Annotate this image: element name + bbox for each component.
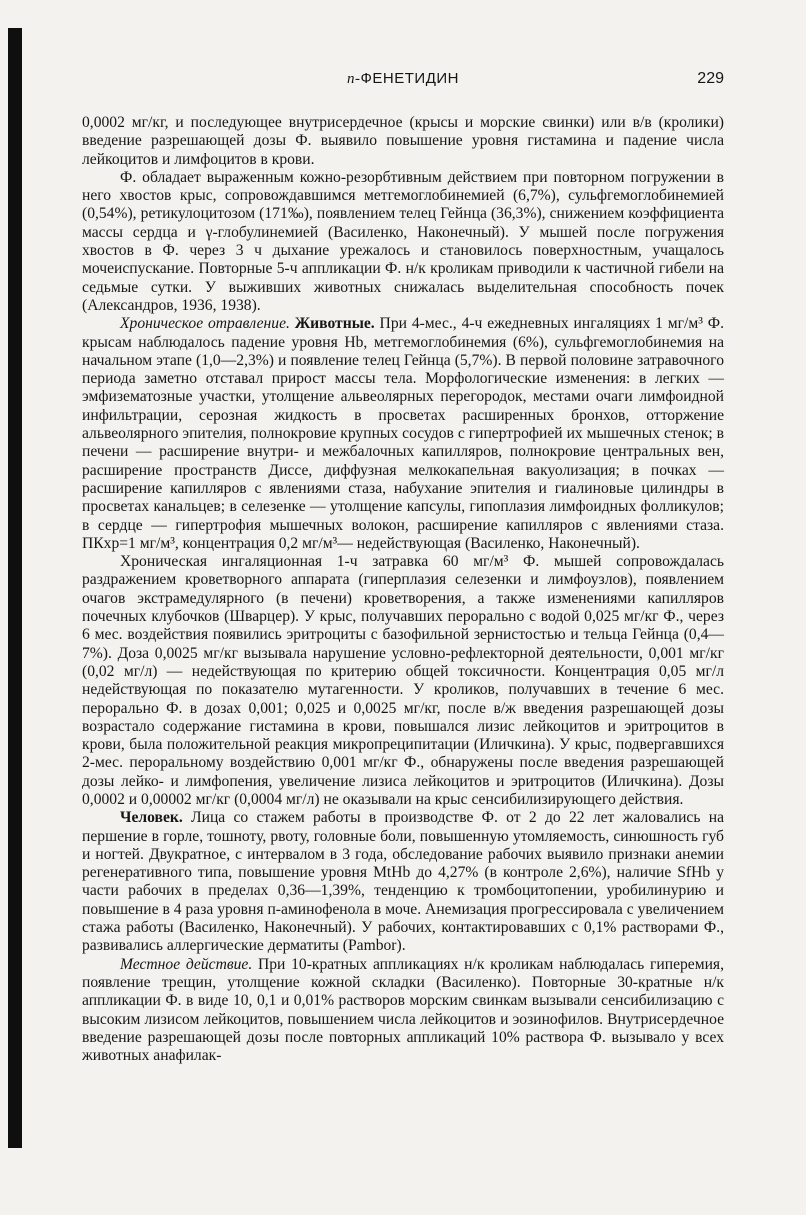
paragraph	[82, 809, 724, 955]
paragraph-text: При 4-мес., 4-ч ежедневных ингаляциях 1 мг/м³ Ф. крысам наблюдалось падение уровня Hb, метгемоглобинемия (6%), сульфгемоглобинемия на начальном этапе (1,0—2,3%) и появление телец Гейнца (5,7%). В первой половине затравочного периода заметно отставал прирост массы тела. Морфологические изменения: в легких — эмфизематозные участки, утолщение альвеолярных перегородок, местами очаги лимфоидной инфильтрации, серозная жидкость в просветах расширенных бронхов, отторжение альвеолярного эпителия, полнокровие крупных сосудов с гипертрофией их мышечных стенок; в печени — расширение внутри- и межбалочных капилляров, полнокровие центральных вен, расширение пространств Диссе, диффузная мелкокапельная вакуолизация; в почках — расширение капилляров с явлениями стаза, набухание эпителия и гиалиновые цилиндры в просветах канальцев; в селезенке — утолщение капсулы, гипоплазия лимфоидных фолликулов; в сердце — гипертрофия мышечных волокон, расширение капилляров с явлениями стаза. ПКхр=1 мг/м³, концентрация 0,2 мг/м³— недействующая (Василенко, Наконечный).	[82, 315, 724, 552]
paragraph-text: Хроническая ингаляционная 1-ч затравка 60 мг/м³ Ф. мышей сопровождалась раздражением кроветворного аппарата (гиперплазия селезенки и лимфоузлов), появлением очагов экстрамедулярного (в печени) кроветворения, а также изменениями капилляров почечных клубочков (Шварцер). У крыс, получавших перорально с водой 0,025 мг/кг Ф., через 6 мес. воздействия появились эритроциты с базофильной зернистостью и тельца Гейнца (0,4—7%). Доза 0,0025 мг/кг вызывала нарушение условно-рефлекторной деятельности, 0,001 мг/кг (0,02 мг/л) — недействующая по критерию общей токсичности. Концентрация 0,05 мг/л недействующая по показателю мутагенности. У кроликов, получавших в течение 6 мес. перорально Ф. в дозах 0,001; 0,025 и 0,0025 мг/кг, после в/ж введения разрешающей дозы возрастало содержание гистамина в крови, повышался лизис лейкоцитов и эритроцитов в крови, была положительной реакция микропреципитации (Иличкина). У крыс, подвергавшихся 2-мес. пероральному воздействию 0,001 мг/кг Ф., обнаружены после введения разрешающей дозы лейко- и лимфопения, увеличение лизиса лейкоцитов и эритроцитов (Иличкина). Дозы 0,0002 и 0,00002 мг/кг (0,0004 мг/л) не оказывали на крыс сенсибилизирующего действия.	[82, 553, 724, 808]
italic-heading: Хроническое отравление.	[120, 315, 290, 333]
paragraph	[82, 315, 724, 553]
italic-heading: Местное действие.	[120, 955, 253, 973]
running-title-main: ФЕНЕТИДИН	[360, 70, 459, 87]
paragraph-text: 0,0002 мг/кг, и последующее внутрисердечное (крысы и морские свинки) или в/в (кролики) введение разрешающей дозы Ф. выявило повышение уровня гистамина и падение числа лейкоцитов и лимфоцитов в крови.	[82, 114, 724, 168]
running-title	[82, 70, 724, 88]
paragraph	[82, 553, 724, 809]
running-header	[82, 70, 724, 100]
bold-heading: Человек.	[120, 809, 183, 827]
book-spine-shadow	[8, 28, 22, 1148]
body-text	[82, 114, 724, 1065]
running-title-prefix: п-	[347, 71, 361, 87]
bold-heading: Животные.	[294, 315, 375, 333]
paragraph	[82, 956, 724, 1066]
paragraph-text: Лица со стажем работы в производстве Ф. от 2 до 22 лет жаловались на першение в горле, тошноту, рвоту, головные боли, повышенную утомляемость, синюшность губ и ногтей. Двукратное, с интервалом в 3 года, обследование рабочих выявило признаки анемии регенеративного типа, повышение уровня MtHb до 4,27% (в контроле 2,6%), наличие SfHb у части рабочих в пределах 0,36—1,39%, тенденцию к тромбоцитопении, уробилинурию и повышение в 4 раза уровня п-аминофенола в моче. Анемизация прогрессировала с увеличением стажа работы (Василенко, Наконечный). У рабочих, контактировавших с 0,1% растворами Ф., развивались аллергические дерматиты (Pambor).	[82, 809, 724, 955]
page-number: 229	[697, 70, 724, 87]
paragraph-text: Ф. обладает выраженным кожно-резорбтивным действием при повторном погружении в него хвостов крыс, сопровождавшимся метгемоглобинемией (6,7%), сульфгемоглобинемией (0,54%), ретикулоцитозом (171‰), появлением телец Гейнца (36,3%), снижением коэффициента массы сердца и γ-глобулинемией (Василенко, Наконечный). У мышей после погружения хвостов в Ф. через 3 ч дыхание урежалось и становилось поверхностным, учащалось мочеиспускание. Повторные 5-ч аппликации Ф. н/к кроликам приводили к частичной гибели на седьмые сутки. У выживших животных снижалась выделительная способность почек (Александров, 1936, 1938).	[82, 168, 724, 314]
paragraph	[82, 114, 724, 169]
book-page	[82, 0, 724, 1065]
paragraph	[82, 169, 724, 315]
paragraph-text: При 10-кратных аппликациях н/к кроликам наблюдалась гиперемия, появление трещин, утолщение кожной складки (Василенко). Повторные 30-кратные н/к аппликации Ф. в виде 10, 0,1 и 0,01% растворов морским свинкам вызывали сенсибилизацию с высоким лизисом лейкоцитов, повышением числа лейкоцитов и эозинофилов. Внутрисердечное введение разрешающей дозы после повторных аппликаций 10% раствора Ф. вызывало у всех животных анафилак-	[82, 955, 725, 1065]
